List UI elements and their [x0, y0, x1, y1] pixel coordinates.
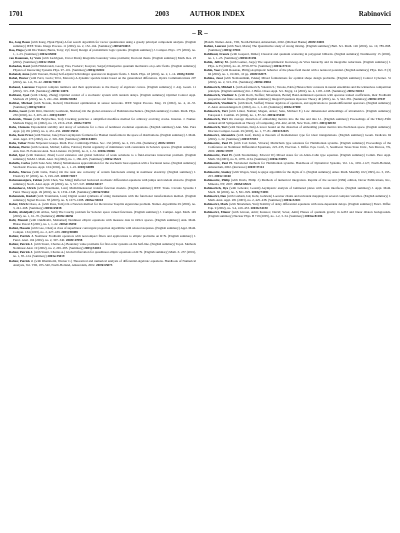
entry-author: Rabinovich, Mikhail I.	[204, 84, 235, 89]
section-letter: – R –	[192, 29, 208, 37]
entry-author: Rabin, Yoav	[204, 68, 221, 73]
entry-author: Rabin, Jeffrey M.	[204, 60, 229, 65]
index-entry	[9, 85, 196, 93]
right-column	[204, 40, 391, 267]
index-entry	[9, 194, 196, 202]
entry-author: Rabemananjara, Fabien	[9, 177, 43, 182]
entry-author: Rabina, Jussi	[204, 76, 223, 81]
index-entry	[204, 161, 391, 169]
entry-text: (with Trautmann, Lutz) Multidimensional transfer function models. (English summary) IEEE Trans. Circuits Systems I Fund. Theory Appl. 49 (2002), no. 9, 1334–1348. (Summary)	[13, 185, 197, 194]
entry-mr-number[interactable]: 2003e:35221	[104, 157, 122, 162]
entry-text: (with Gomez, Jorge) The supersymmetric Korteweg–de Vries hierarchy and its integrable reductions. (English summary) J. Phys. A 35 (2002), no. 41, 8759–8774. (Summary)	[208, 60, 392, 69]
entry-mr-number[interactable]: 2003f:82075	[249, 72, 267, 77]
entry-author: Rabbani, Syed	[9, 92, 30, 97]
entry-mr-number[interactable]: 2003i:65073	[96, 262, 113, 267]
entry-author: Rabenhorst, Ulrich	[9, 185, 36, 190]
entry-author: Rabinovich, Vladimir S.	[204, 92, 238, 97]
index-entry	[204, 178, 391, 186]
entry-author: Rabinovici, Dan	[204, 193, 226, 198]
entry-mr-number[interactable]: 2003h:46056	[55, 214, 74, 219]
entry-author: Rabbat, Michael	[9, 100, 33, 105]
index-entry	[204, 101, 391, 109]
entry-text: (with Iosif, Radu) A theorem of Reidemeister type for ideal triangulations. (English summary) Geom. Dedicata 94 (2002), 1–32. (Summary)	[208, 133, 392, 142]
index-entry	[204, 85, 391, 93]
entry-author: Rabinowitz, Paul H.	[204, 141, 233, 146]
index-entry	[9, 210, 196, 218]
index-entry	[204, 60, 391, 68]
index-entry	[9, 133, 196, 141]
entry-mr-number[interactable]: 2003k:05040	[267, 112, 285, 117]
entry-text: (with Roch, Steffen) Wiener algebras of operators, and applications to pseudodifferential operators. (English summary) Z. Anal. Anwendungen 21 (2002), no. 1, 1–20. (Summary)	[208, 100, 392, 109]
entry-mr-number[interactable]: 2003b:47047	[368, 96, 386, 101]
entry-text: (with Ferri, Lucía; Trivi, Marcelo) A dynamic speckle index based on the generalized differences. Optics Communications 207 (2002), no. 1-6, 35–42.	[13, 76, 197, 85]
entry-author: Rabinowitz, Paul H.	[204, 161, 233, 166]
index-entry	[204, 117, 391, 125]
entry-text: (with Gao, Chen) A class of superlinear convergent projection algorithms with relaxed stepsizes. (English summary) Appl. Math. Comput. 134 (2003), no. 2, 427–439.	[13, 226, 197, 235]
header-author-range: Rabinovici	[358, 10, 391, 18]
entry-text: (with Wagon, Stan) A spigot algorithm for the digits of π. (English summary) Amer. Math. Monthly 102 (1995), no. 3, 195–203.	[208, 169, 391, 178]
entry-author: Rabi, Mounir	[9, 218, 29, 223]
index-entry	[9, 101, 196, 109]
entry-mr-number[interactable]: 2003j:68150	[319, 120, 336, 125]
entry-text: (with Rheinboldt, Werner C.) Theoretical and numerical analysis of differential-algebraic equations. Handbook of Numerical Analysis, Vol. VIII, 183–540, North-Holland, Amsterdam, 2002.	[13, 258, 196, 267]
entry-author: Rabel, Igor	[9, 153, 25, 158]
index-entry	[9, 40, 196, 48]
index-entry	[9, 234, 196, 242]
entry-text: (with Newman, Ilan) A lower bound on the distortion of embedding planar metrics into Euclidean space. (English summary) Discrete Comput. Geom. 29 (2003), no. 1, 77–81.	[208, 124, 392, 134]
index-columns	[9, 40, 391, 267]
entry-text: (with Afraimovich, Valentin S.; Varona, Pablo) Heteroclinic contours in neural ensembles and the winnerless competition principle. (English summary) Int. J. Bifur. Chaos Appl. Sci. Engrg. 14 (2002), no. 4, 1195–1208. (Summary)	[208, 84, 392, 93]
entry-author: Rabiet, Laurent	[204, 44, 226, 49]
entry-text: (with Abbas, Saïd) The Cauchy problem for Sobolev space valued functions. (English summary) J. Comput. Appl. Math. 149 (2002), no. 1, 61–70. (Summary)	[13, 209, 196, 219]
entry-text: (with Sanz-Solé, Marta) Simultaneous approximation for the stochastic heat equation with a fractional noise. (English summary) Stochastic Process. Appl. 104 (2002), no. 1, 1–22.	[13, 161, 197, 170]
entry-text: Tropical complex numbers and their applications to the theory of algebraic curves. (English summary) J. Alg. Geom. 11 (2002), 315–338. (Summary)	[13, 84, 196, 93]
index-entry	[9, 186, 196, 194]
entry-mr-number[interactable]: 2003a:35019	[47, 254, 65, 259]
entry-author: Raa, Hugo	[9, 48, 24, 53]
entry-mr-number[interactable]: 2003j:60089	[77, 165, 95, 170]
entry-author: Rabinovici, Mark	[204, 201, 229, 206]
entry-mr-number[interactable]: 2003b:65038	[44, 205, 62, 210]
index-entry	[9, 145, 196, 153]
index-entry	[204, 68, 391, 76]
entry-text: (with Neel, Marie) The Quantitative study of strong mixing. (English summary) Bull. Sci. Math. 126 (2002), no. 10, 789–808. (Summary)	[208, 44, 392, 53]
index-entry	[9, 259, 196, 267]
entry-mr-number[interactable]: 2003e:65080	[39, 52, 57, 57]
entry-mr-number[interactable]: 2003b:81196	[239, 56, 257, 61]
index-entry	[204, 153, 391, 161]
index-entry	[204, 76, 391, 84]
entry-mr-number[interactable]: 2003b:14076	[51, 88, 69, 93]
entry-text: (with Oukhbaibi, Mohamed) Nonlinear elliptic equations with measure data in Orlicz spaces. (English summary) Ann. Math. Blaise Pascal 8 (2001), no. 1, 1–22.	[13, 218, 197, 227]
entry-mr-number[interactable]: 2003f:37114	[247, 165, 264, 170]
header-year: 2003	[155, 10, 170, 18]
entry-author: Rabbe, Geert	[9, 108, 28, 113]
entry-mr-number[interactable]: 2003c:20023	[157, 141, 175, 146]
entry-text: (with Roch, Steffen; Silbermann, Bernd) Band-dominated operators with operator-valued coefficients, their Fredholm properties and finite sections. (English summary) Integral Equations Operator Theory 40 (2001), no. 3, 342–381. (Summary)	[208, 92, 392, 101]
entry-author: Rabinovitch, Ilya	[204, 185, 229, 190]
entry-author: Raber, Ulrich	[9, 201, 28, 206]
index-entry	[9, 48, 196, 56]
entry-text: Nonlinear Fredholm operators with noncompact fibers and applications to elliptic problems on R^N. (English summary) J. Funct. Anal. 194 (2002), no. 2, 307–340.	[13, 234, 196, 243]
entry-text: (Handb. Numer. Anal., VIII, North-Holland, Amsterdam, 2002. (Michael Hanke)	[204, 40, 308, 44]
entry-text: (with Warner, Jane) Exact asymptotic formulas for Hankel transforms in the space of distributions. (English summary) J. Math. Anal. Appl. 273 (2002), no. 2, 345–360. (Summary)	[13, 133, 196, 142]
entry-mr-number[interactable]: 2003c:35004	[38, 60, 56, 65]
entry-author: Rabinovici, Eliezer	[204, 209, 231, 214]
index-entry	[204, 194, 391, 202]
entry-text: (with Belytschko, Ted) Cracking particles: a simplified meshfree method for arbitrary evolving cracks. Internat. J. Numer. Methods Engrg. 61 (2002), no. 13, 2316–2343.	[13, 116, 196, 125]
entry-text: (with Rosenau, Philip) Asymptotic behavior of the phase field model with a nonlocal potential. (English summary) Phys. Rev. E (3) 66 (2002), no. 1, 011601, 10 pp.	[208, 68, 392, 77]
index-entry	[204, 133, 391, 141]
entry-mr-number[interactable]: 2003k:49066	[97, 149, 115, 154]
entry-author: Rabinovich, Vladimir S.	[204, 100, 238, 105]
entry-text: Finite Nilpotent Groups. Math. Proc. Cambridge Philos. Soc. 132 (2002), no. 2, 193–204. (Summary)	[27, 141, 158, 146]
entry-text: (with Kutuzov, Zhen) Local existence and global behavior of weak solutions to a fluid-structure interaction problem. (English summary) SIAM J. Math. Anal. 34 (2002), no. 1, 186–205. (Summary)	[13, 153, 196, 162]
entry-author: Rabinovici, Alexandru	[204, 133, 236, 138]
entry-text: (with Kang, Hyuk Hyuk) A fast search algorithm for vector quantization using a greedy principal component analysis. (English summary) IEEE Trans. Image Process. 11 (2002), no. 2, 152–164. (Summary)	[13, 40, 196, 49]
entry-text: (with Lima, Paulo) On the rank one convexity of certain functionals arising in nonlinear elasticity. (English summary) J. Elasticity 67 (2002), no. 3, 199–228.	[13, 169, 196, 178]
entry-mr-number[interactable]: 2003h:93082	[59, 96, 77, 101]
entry-author: Rabinovich, Yuri	[204, 124, 228, 129]
entry-mr-number[interactable]: 2003e:74078	[73, 120, 91, 125]
index-entry	[9, 109, 196, 117]
entry-author: Rabe, Kent Ernst	[9, 133, 33, 138]
entry-author: Rabier, Patrick J.	[9, 250, 34, 255]
entry-author: Rabilloud, Franck	[204, 52, 230, 57]
entry-mr-number[interactable]: 2003e:47080	[283, 104, 301, 109]
entry-author: Rabaioli, Anna	[9, 72, 30, 77]
entry-author: Rabinowitz, Philip	[204, 177, 230, 182]
entry-author: Rabier, Patrick J.	[9, 234, 34, 239]
entry-mr-number[interactable]: 2003h:78019	[43, 80, 61, 85]
entry-mr-number[interactable]: 2003h:49061	[254, 80, 272, 85]
entry-mr-number[interactable]: 2003d:65022	[233, 181, 252, 186]
entry-text: (with Trautmann, Lutz) Digital sound synthesis of string instruments with the functional transformation method. (English summary) Signal Process. 83 (2003), no. 8, 1673–1688.	[13, 193, 196, 202]
entry-mr-number[interactable]: 2003f:47098	[65, 238, 83, 243]
entry-text: (with Ludvigsen, Uncoi Mark) Integrable boundary value problems; Doctoral thesis. (English summary) Math. Res. 23 (2002). (Summary)	[13, 56, 197, 65]
index-entry	[9, 64, 196, 72]
entry-text: (with Cheng, Zhang) Optimal control of a stochastic system with random delays. (English summary) Optimal Control Appl. Methods 23 (2002), no. 5, 241–262.	[13, 92, 197, 101]
entry-mr-number[interactable]: 2003i:44003	[80, 137, 97, 142]
entry-author: Rabello, Carlos	[9, 161, 31, 166]
entry-text: (with Vezzoni, Elena) Self-adjoint Schrödinger operators in magnetic fields. J. Math. Phys. 43 (2002), no. 2, 1–14.	[30, 72, 177, 77]
index-entry	[9, 153, 196, 161]
entry-text: (with Dia Yukun; Burns, Tony; Zyf, Kurt) Design of probabilistic logic systems. (English summary) J. Comput. Phys. 175 (2002), no. 1, 1–23. (Summary)	[13, 48, 196, 57]
index-entry	[204, 170, 391, 178]
header-rule	[9, 24, 391, 25]
index-entry	[9, 56, 196, 64]
entry-author: Ra, Jong Beom	[9, 40, 30, 44]
entry-author: Rabe, Clemens	[9, 124, 30, 129]
entry-author: van Raaumen, Ly Varu	[9, 56, 42, 61]
entry-text: Variational methods for Hamiltonian systems. Handbook of Dynamical Systems, Vol. 1A, 1091–1127, North-Holland, Amsterdam, 2002. (Reviewer)	[208, 161, 391, 170]
entry-text: (with Lebedev, Leonid) Asymptotic analysis of laminated plates with weak interfaces. (English summary) J. Appl. Math. Mech. 66 (2002), no. 5, 821–829.	[208, 185, 392, 194]
entry-author: Rabaud, Laurence	[9, 84, 35, 89]
index-entry	[204, 186, 391, 194]
entry-text: (with Dürr, Dietrich; Goldstein, Sheldon) On the global existence of Bohmian mechanics. (English summary) Comm. Math. Phys. 230 (2002), no. 3, 403–421.	[13, 108, 196, 117]
index-entry	[204, 125, 391, 133]
index-entry	[9, 93, 196, 101]
index-entry	[204, 109, 391, 117]
entry-author: Rabelo, Marcos	[9, 169, 31, 174]
entry-text: (with Shtarkman, Yuri) Stability of delay differential equations with state-dependent delays. (English summary) Funct. Differ. Equ. 9 (2002), no. 3-4, 419–433.	[208, 201, 392, 210]
entry-text: (with Stuart, Charles A.) Boundary value problems for first order systems on the half-line. (English summary) Topol. Methods Nonlinear Anal. 19 (2002), no. 2, 265–285. (Summary)	[13, 242, 196, 251]
index-entry	[204, 141, 391, 153]
entry-text: (with Hildebrandt, Georg; Pisa, Frederic; Kozyrev, Sergei) Dissipative quantum mechanics on p-adic fields. (English summary) Physics of Interacting Systems Phys. 97–101. (Summary)	[13, 64, 196, 73]
header-title: AUTHOR INDEX	[189, 10, 245, 18]
entry-mr-number[interactable]: 2003f:35033	[61, 129, 79, 134]
entry-mr-number[interactable]: 2003d:60117	[85, 181, 103, 186]
entry-text: (with Neittaanmäki, Pekka) Mixed formulations for optimal shape design problems. (English summary) Control Cybernet. 31 (2002), no. 2, 313–332. (Summary)	[208, 76, 392, 85]
entry-author: Rabenstein, Rudolf	[9, 193, 36, 198]
entry-mr-number[interactable]: 2003k:32021	[283, 197, 301, 202]
entry-mr-number[interactable]: 2003d:35090	[59, 222, 77, 227]
entry-mr-number[interactable]: 2003m:81186	[304, 214, 323, 219]
entry-text: (with Ledoux, Michel; Lafitte, Fabrice) Partial regularity of minimizers with constraints in Sobolev spaces. (English summary) Ann. Inst. H. Poincaré Anal. Non Linéaire 19 (2002), no. 6, 1–31.	[13, 145, 196, 154]
entry-author: Rabeau, Pierre	[9, 145, 30, 150]
entry-mr-number[interactable]: 2003i:52025	[272, 129, 289, 134]
entry-mr-number[interactable]: 2003f:34001	[307, 40, 325, 44]
entry-mr-number[interactable]: 2003d:94013	[113, 44, 131, 49]
entry-mr-number[interactable]: 2003k:37114	[273, 64, 291, 69]
entry-text: (with Graham, Ian; Kohr, Gabriela) Loewner chains and univalent mappings in several complex variables. (English summary) J. Math. Anal. Appl. 281 (2003), no. 2, 425–438. (Summary)	[208, 193, 391, 202]
entry-mr-number[interactable]: 2003b:37097	[215, 149, 234, 154]
entry-text: On average distortion of embedding metrics into the line and into L1. (English summary) Proceedings of the Thirty-Fifth Annual ACM Symposium on Theory of Computing, 456–462, ACM, New York, 2003.	[208, 116, 392, 125]
entry-author: Rabinovich, Yuri	[204, 108, 228, 113]
entry-text: (with Linial, Nathan; Magen, Avner; Saks, Michael E.) Low dimensional embeddings of ultrametrics. (English summary) European J. Combin. 25 (2004), no. 1, 87–92.	[208, 108, 392, 117]
entry-text: (with Coti Zelati, Vittorio) Multichain type solutions for Hamiltonian systems. (English summary) Proceedings of the Conference on Nonlinear Differential Equations, 223–235, Electron. J. Differ. Equ. Conf., 5, Southwest Texas State Univ., San Marcos, TX, 2000.	[208, 141, 392, 154]
entry-mr-number[interactable]: 2003h:34150	[250, 205, 268, 210]
entry-mr-number[interactable]: 2003c:11160	[214, 173, 231, 178]
entry-mr-number[interactable]: 2003g:37004	[223, 48, 241, 53]
entry-mr-number[interactable]: 2003j:34034	[84, 246, 101, 251]
page-number: 1701	[9, 10, 23, 18]
entry-text: (with Davis, Philip J.) Methods of numerical integration. Reprint of the second (1984) edition, Dover Publications, Inc., Mineola, NY, 2007.	[208, 177, 392, 186]
index-entry	[9, 242, 196, 250]
entry-mr-number[interactable]: 2003k:35095	[269, 157, 287, 162]
entry-mr-number[interactable]: 2003j:81097	[49, 112, 66, 117]
index-entry	[9, 202, 196, 210]
entry-text: (with Stredulinsky, Edward W.) Mixed states for an Allen–Cahn type equation. (English summary) Comm. Pure Appl. Math. 56 (2003), no. 8, 1078–1134. (Summary)	[208, 153, 391, 162]
entry-text: Chaos, A. (with Ross, Tom) On a Newton method for the inverse Toeplitz eigenvalue problem. Numer. Algorithms 29 (2002), no. 3, 241–268. (Summary)	[13, 201, 197, 210]
index-entry	[204, 202, 391, 210]
entry-author: Rabadan, Raul	[9, 64, 30, 69]
entry-author: Rabier, Patrick J.	[9, 242, 34, 247]
entry-mr-number[interactable]: 2003g:81030	[176, 72, 194, 77]
index-entry	[204, 93, 391, 101]
index-entry	[9, 178, 196, 186]
index-entry	[204, 52, 391, 60]
left-column	[9, 40, 196, 267]
index-entry	[9, 161, 196, 169]
index-entry	[9, 250, 196, 258]
entry-mr-number[interactable]: 2003j:90088	[61, 230, 78, 235]
entry-author: Rabinovich, Yuri	[204, 116, 228, 121]
index-entry	[9, 76, 196, 84]
entry-mr-number[interactable]: 2003m:94018	[84, 197, 104, 202]
entry-text: (with Chen, Yao Ming) Reflected backward stochastic differential equations with jumps and random obstacle. (English summary) Stoch. Anal. Appl. 20 (2002), no. 3, 517–547.	[13, 177, 196, 186]
entry-text: (with Gaspard, Didier) Classical and quantum scattering in polygonal billiards. (English summary) Nonlinearity 15 (2002), no. 1, 1–23. (Summary)	[208, 52, 392, 61]
entry-text: Exponential stability and decay of solutions for a class of nonlinear evolution equations. (English summary) Ann. Mat. Pura Appl. (4) 181 (2002), no. 4, 431–456.	[13, 124, 196, 134]
index-entry	[9, 170, 196, 178]
index-entry	[9, 117, 196, 125]
entry-mr-number[interactable]: 2003g:94012	[28, 104, 46, 109]
entry-author: Rabe, Volker	[9, 141, 27, 146]
index-entry	[9, 125, 196, 133]
entry-mr-number[interactable]: 2003g:82002	[87, 68, 105, 73]
entry-author: Rabier, Patrick J.	[9, 258, 34, 263]
entry-mr-number[interactable]: 2003c:92012	[347, 88, 364, 93]
entry-author: Rabinowitz, Stanley	[204, 169, 232, 174]
index-entry	[9, 226, 196, 234]
entry-text: (with Giveon, Amit; Kutasov, David; Sever, Amit) Phases of quantum gravity in AdS3 and linear dilaton backgrounds. (English summary) Nuclear Phys. B 719 (2005), no. 1-2, 3–34. (Summary)	[208, 209, 391, 219]
entry-mr-number[interactable]: 2003g:74051	[251, 189, 269, 194]
running-header	[9, 10, 391, 22]
entry-mr-number[interactable]: 2003f:74017	[60, 173, 78, 178]
header-title-block	[9, 10, 391, 18]
index-entry	[204, 44, 391, 52]
entry-mr-number[interactable]: 2003k:93062	[92, 189, 110, 194]
entry-mr-number[interactable]: 2003f:57033	[241, 137, 258, 142]
entry-author: Rabiei, Hossein	[9, 226, 31, 231]
entry-author: Rabal, Hector	[9, 76, 29, 81]
entry-text: (with Nowak, Robert) Distributed optimization in sensor networks. IEEE Signal Process. Mag. 19 (2002), no. 4, 41–55. (Summary)	[13, 100, 197, 109]
index-entry	[9, 218, 196, 226]
index-entry	[204, 210, 391, 218]
entry-author: Rabinowitz, Paul H.	[204, 153, 233, 158]
entry-text: (with Stuart, Charles A.) Global bifurcation for quasilinear elliptic equations on R^N. (English summary) Math. Z. 237 (2001), no. 1, 85–124. (Summary)	[13, 250, 197, 259]
entry-author: Rabhi, Abdeljalil	[9, 209, 33, 214]
entry-author: Rabczuk, Timon	[9, 116, 33, 121]
